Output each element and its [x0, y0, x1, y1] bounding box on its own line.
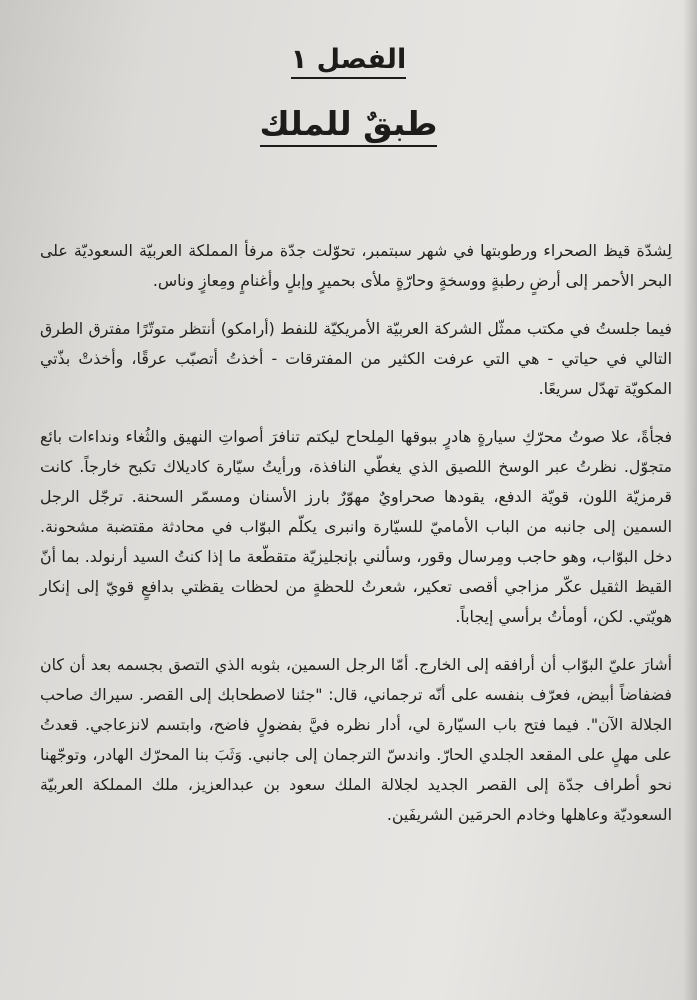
- paragraph: فجأةً، علا صوتُ محرّكِ سيارةٍ هادرٍ ببوقها المِلحاح ليكتم تنافرَ أصواتِ النهيق والثُغاء ونداءات بائع متجوّل. نظرتُ عبر الوسخ اللصيق الذي يغطّي النافذة، ورأيتُ سيّارة كاديلاك تكبح خارجاً. كانت قرمزيّة اللون، قويّة الدفع، يقودها صحراويٌ مهوّرٌ بارز الأسنان ومسمّر السحنة. ترجّل الرجل السمين إلى جانبه من الباب الأماميّ للسيّارة وانبرى يكلّم البوّاب في محادثة مقتضبة مشحونة. دخل البوّاب، وهو حاجب ومِرسال وقور، وسألني بإنجليزيّة متقطّعة ما إذا كنتُ السيد أرنولد. بما أنّ القيظ الثقيل عكّر مزاجي أقصى تعكير، شعرتُ للحظةٍ من لحظات يقظتي بدافعٍ قويّ إلى إنكار هويّتي. لكن، أومأتُ برأسي إيجاباً.: [40, 427, 672, 626]
- body-text: [40, 236, 672, 848]
- chapter-title: [0, 104, 697, 143]
- chapter-number-text: الفصل ١: [291, 44, 406, 79]
- paragraph: فيما جلستُ في مكتب ممثّل الشركة العربيّة الأمريكيّة للنفط (أرامكو) أنتظر متوتّرًا مفترق الطرق التالي في حياتي - هي التي عرفت الكثير من المفترقات - أخذتُ أتصبّب عرقًا، وأخذتْ بذّتي المكويّة تهدّل سريعًا.: [40, 319, 672, 398]
- paragraph: أشارَ عليّ البوّاب أن أرافقه إلى الخارج. أمّا الرجل السمين، بثوبه الذي التصق بجسمه بعد أن كان فضفاضاً أبيض، فعرّف بنفسه على أنّه ترجماني، قال: "جئنا لاصطحابك إلى القصر. سيراك صاحب الجلالة الآن". فيما فتح باب السيّارة لي، أدار نظره فيَّ بفضولٍ فاضح، وابتسم لانزعاجي. قعدتُ على مهلٍ على المقعد الجلدي الحارّ. واندسّ الترجمان إلى جانبي. وَثَبَ بنا المحرّك الهادر، وتوجّهنا نحو أطراف جدّة إلى القصر الجديد لجلالة الملك سعود بن عبدالعزيز، ملك المملكة العربيّة السعوديّة وعاهلها وخادم الحرمَين الشريفَين.: [40, 655, 672, 824]
- chapter-number: [0, 44, 697, 75]
- paragraph: لِشدّة قيظ الصحراء ورطوبتها في شهر سبتمبر، تحوّلت جدّة مرفأ المملكة العربيّة السعوديّة على البحر الأحمر إلى أرضٍ رطبةٍ ووسخةٍ وحارّةٍ ملأى بحميرٍ وإبلٍ وأغنامٍ ومِعازٍ وناس.: [40, 241, 672, 290]
- chapter-title-text: طبقٌ للملك: [260, 104, 438, 147]
- page-edge-shadow: [683, 0, 697, 1000]
